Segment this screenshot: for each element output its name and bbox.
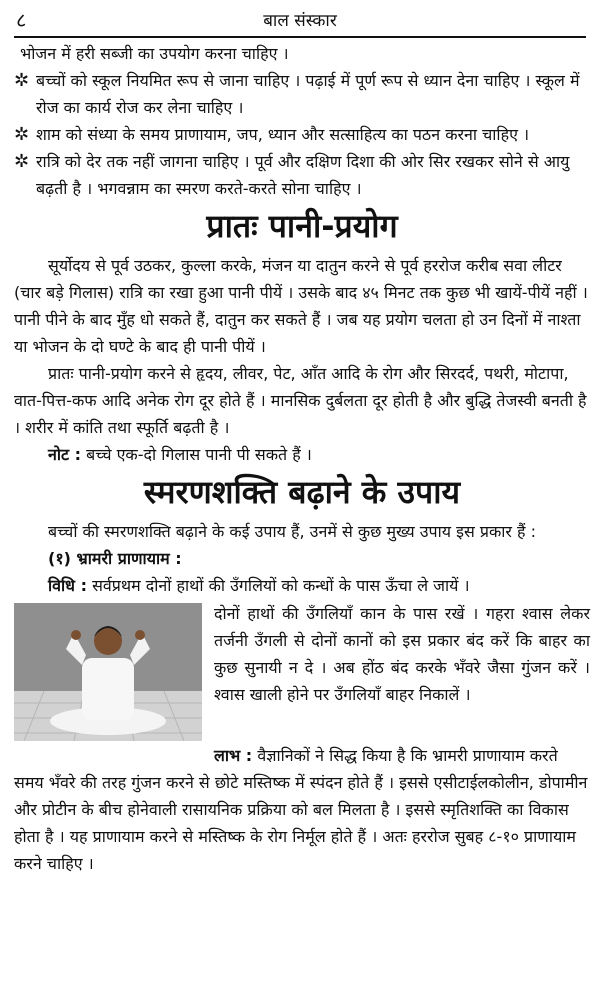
figure-block bbox=[14, 600, 590, 742]
bullet-text: रात्रि को देर तक नहीं जागना चाहिए । पूर्व और दक्षिण दिशा की ओर सिर रखकर सोने से आयु बढ़ती है । भगवन्नाम का स्मरण करते-करते सोना चाहिए । bbox=[36, 152, 570, 198]
bullet-text: शाम को संध्या के समय प्राणायाम, जप, ध्यान और सत्साहित्य का पठन करना चाहिए । bbox=[36, 125, 530, 144]
paragraph: बच्चों की स्मरणशक्ति बढ़ाने के कई उपाय हैं, उनमें से कुछ मुख्य उपाय इस प्रकार हैं : bbox=[48, 522, 537, 541]
paragraph: सूर्योदय से पूर्व उठकर, कुल्ला करके, मंजन या दातुन करने से पूर्व हररोज करीब सवा लीटर (चार बड़े गिलास) रात्रि का रखा हुआ पानी पीयें । उसके बाद ४५ मिनट तक कुछ भी खायें-पीयें नहीं । पानी पीने के बाद मुँह धो सकते हैं, दातुन कर सकते हैं । जब यह प्रयोग चलता हो उन दिनों में नाश्ता या भोजन के दो घण्टे के बाद ही पानी पीयें । bbox=[14, 256, 588, 356]
note-text: बच्चे एक-दो गिलास पानी पी सकते हैं । bbox=[86, 445, 312, 464]
benefit-label: लाभ : bbox=[214, 746, 253, 765]
page-title: बाल संस्कार bbox=[263, 11, 337, 31]
page-number: ८ bbox=[16, 8, 27, 32]
note-line bbox=[14, 441, 590, 468]
intro-line: भोजन में हरी सब्जी का उपयोग करना चाहिए । bbox=[20, 44, 289, 63]
asterisk-icon: ✲ bbox=[14, 124, 30, 145]
bullet-text: बच्चों को स्कूल नियमित रूप से जाना चाहिए । पढ़ाई में पूर्ण रूप से ध्यान देना चाहिए । स्कूल में रोज का कार्य रोज कर लेना चाहिए । bbox=[36, 71, 580, 117]
benefit-paragraph bbox=[14, 742, 590, 877]
bullet-item bbox=[14, 121, 590, 148]
method-continued bbox=[214, 600, 590, 708]
benefit-text: वैज्ञानिकों ने सिद्ध किया है कि भ्रामरी प्राणायाम करते समय भँवरे की तरह गुंजन करने से छोटे मस्तिष्क में स्पंदन होते हैं । इससे एसीटाईलकोलीन, डोपामीन और प्रोटीन के बीच होनेवाली रासायनिक प्रक्रिया को बल मिलता है । इससे स्मृतिशक्ति का विकास होता है । यह प्राणायाम करने से मस्तिष्क के रोग निर्मूल होते हैं । अतः हररोज सुबह ८-१० प्राणायाम करने चाहिए । bbox=[14, 746, 588, 873]
method-line bbox=[14, 572, 590, 599]
bhramari-pranayama-photo bbox=[14, 603, 202, 741]
note-label: नोट : bbox=[48, 445, 82, 464]
child-meditating-illustration bbox=[14, 603, 202, 741]
bullet-item bbox=[14, 67, 590, 121]
section-heading-water-therapy: प्रातः पानी-प्रयोग bbox=[206, 207, 398, 245]
asterisk-icon: ✲ bbox=[14, 151, 30, 172]
paragraph: प्रातः पानी-प्रयोग करने से हृदय, लीवर, पेट, आँत आदि के रोग और सिरदर्द, पथरी, मोटापा, वात-पित्त-कफ आदि अनेक रोग दूर होते हैं । मानसिक दुर्बलता दूर होती है और बुद्धि तेजस्वी बनती है । शरीर में कांति तथा स्फूर्ति बढ़ती है । bbox=[14, 364, 587, 437]
section-heading-memory: स्मरणशक्ति बढ़ाने के उपाय bbox=[143, 473, 461, 511]
page-header bbox=[14, 2, 586, 38]
method-rest-text: दोनों हाथों की उँगलियाँ कान के पास रखें । गहरा श्वास लेकर तर्जनी उँगली से दोनों कानों को इस प्रकार बंद करें कि बाहर का कुछ सुनायी न दे । अब होंठ बंद करके भँवरे जैसा गुंजन करें । श्वास खाली होने पर उँगलियाँ बाहर निकालें । bbox=[214, 604, 590, 704]
bullet-item bbox=[14, 148, 590, 202]
asterisk-icon: ✲ bbox=[14, 70, 30, 91]
subheading-bhramari: (१) भ्रामरी प्राणायाम : bbox=[48, 549, 182, 568]
method-label: विधि : bbox=[48, 576, 87, 595]
page-body bbox=[14, 40, 590, 877]
method-text: सर्वप्रथम दोनों हाथों की उँगलियों को कन्धों के पास ऊँचा ले जायें । bbox=[92, 576, 470, 595]
